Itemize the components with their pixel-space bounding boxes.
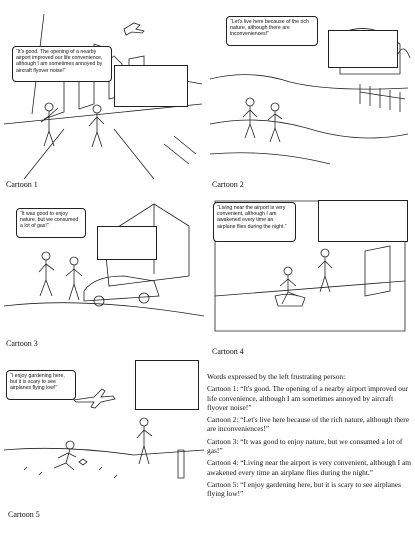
cartoon-5 — [4, 360, 204, 510]
words-item-4: Cartoon 4: “Living near the airport is very convenient, although I am awakened every time an airplane flies during the night.” — [207, 458, 412, 477]
cartoon-4 — [210, 196, 410, 336]
words-item-5: Cartoon 5: “I enjoy gardening here, but it is scary to see airplanes flying low!” — [207, 479, 401, 499]
words-item-2: Cartoon 2: “Let's live here because of the rich nature, although there are inconveniences!” — [207, 415, 410, 434]
cartoon-1-speech-bubble: “It's good. The opening of a nearby airport improved our life convenience, although I am sometimes annoyed by aircraft flyover noise!” — [12, 46, 112, 82]
cartoon-2 — [210, 4, 410, 179]
words-description — [207, 372, 411, 502]
cartoon-5-speech-bubble: “I enjoy gardening here, but it is scary to see airplanes flying low!” — [6, 370, 76, 400]
cartoon-5-caption: Cartoon 5 — [8, 510, 40, 519]
cartoon-1 — [4, 4, 204, 179]
cartoon-3-caption: Cartoon 3 — [6, 339, 38, 348]
cartoon-2-caption: Cartoon 2 — [212, 180, 244, 189]
cartoon-1-caption: Cartoon 1 — [6, 180, 38, 189]
cartoon-3-speech-bubble: “It was good to enjoy nature, but we consumed a lot of gas!” — [16, 208, 86, 238]
cartoon-2-speech-bubble: “Let's live here because of the rich nature, although there are inconveniences!” — [226, 16, 318, 46]
cartoon-5-empty-bubble — [135, 360, 199, 410]
cartoon-3 — [4, 196, 204, 336]
words-heading: Words expressed by the left frustrating person: — [207, 372, 346, 381]
cartoon-4-speech-bubble: “Living near the airport is very convenient, although I am awakened every time an airplane flies during the night.” — [213, 202, 296, 242]
words-item-1: Cartoon 1: “It's good. The opening of a nearby airport improved our life convenience, although I am sometimes annoyed by aircraft flyover noise!” — [207, 384, 409, 412]
cartoon-4-caption: Cartoon 4 — [212, 347, 244, 356]
cartoon-1-empty-bubble — [114, 65, 188, 107]
cartoon-2-empty-bubble — [328, 30, 398, 68]
cartoon-4-empty-bubble — [318, 200, 408, 242]
words-item-3: Cartoon 3: “It was good to enjoy nature, but we consumed a lot of gas!” — [207, 436, 403, 456]
cartoon-3-empty-bubble — [97, 226, 157, 260]
